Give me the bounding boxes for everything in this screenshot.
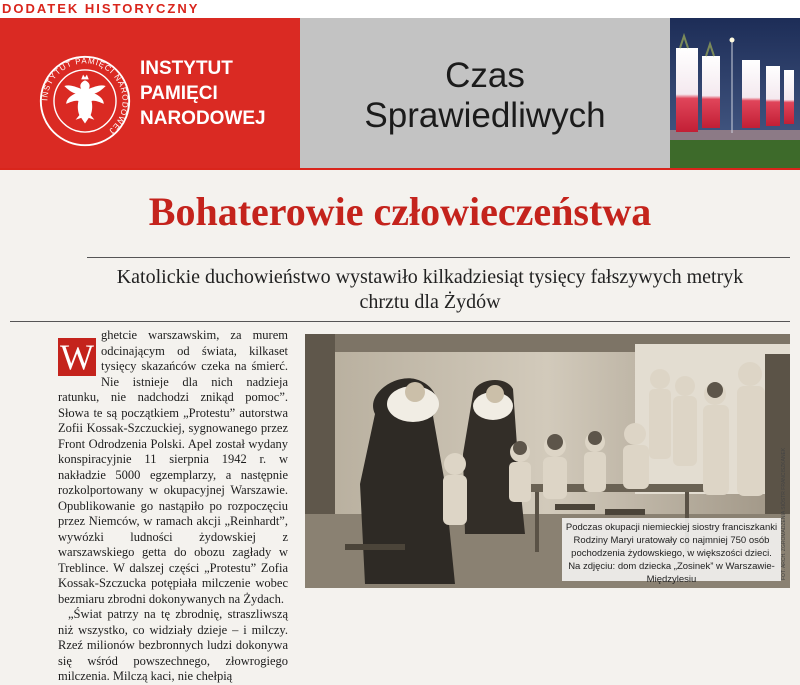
memorial-photo bbox=[670, 18, 800, 168]
lead-rule-top bbox=[87, 257, 790, 258]
drop-cap: W bbox=[58, 338, 96, 376]
series-title-line: Czas bbox=[445, 56, 525, 95]
memorial-night-image bbox=[670, 18, 800, 168]
ipn-panel bbox=[0, 18, 300, 168]
series-title-line: Sprawiedliwych bbox=[364, 96, 606, 135]
ipn-name bbox=[140, 56, 266, 131]
seal-text: INSTYTUT PAMIĘCI NARODOWEJ bbox=[40, 56, 130, 137]
article-headline: Bohaterowie człowieczeństwa bbox=[148, 189, 652, 234]
series-panel bbox=[300, 18, 670, 168]
lead-line: chrztu dla Żydów bbox=[359, 291, 501, 313]
article-body bbox=[58, 328, 288, 685]
ipn-name-line: NARODOWEJ bbox=[140, 108, 266, 129]
photo-credit bbox=[781, 566, 787, 580]
article-lead bbox=[60, 265, 800, 315]
masthead bbox=[0, 18, 800, 168]
ipn-eagle-seal-icon bbox=[38, 54, 132, 148]
ipn-name-line: PAMIĘCI bbox=[140, 83, 218, 104]
ipn-name-line: INSTYTUT bbox=[140, 58, 233, 79]
article-paragraph: „Świat patrzy na tę zbrodnię, straszliwszą niż wszystko, co widziały dzieje – i milczy. Rzeź milionów bezbronnych ludzi dokonywa się wśród powszechnego, złowrogiego milczenia. Milczą kaci, nie chełpią bbox=[58, 607, 288, 683]
article-paragraph: ghetcie warszawskim, za murem odcinającym od świata, kilkaset tysięcy skazańców czeka na śmierć. Nie istnieje dla nich nadzieja ratunku, nie nadchodzi znikąd pomoc”. Słowa te są początkiem „Protestu” autorstwa Zofii Kossak-Szczuckiej, sygnowanego przez Front Odrodzenia Polski. Apel został wydany konspiracyjnie 11 sierpnia 1942 r. w nakładzie 5000 egzemplarzy, a następnie rozkolportowany w okupacyjnej Warszawie. Opublikowanie go nastąpiło po rozpoczęciu przez Niemców, w ramach akcji „Reinhardt”, wywózki ludności żydowskiej z warszawskiego getta do obozu zagłady w Treblince. W dalszej części „Protestu” Zofia Kossak-Szczucka potępiała milczenie wobec bezmiaru zbrodni dokonywanych na Żydach. bbox=[58, 328, 288, 606]
header-divider bbox=[0, 168, 800, 170]
supplement-label: DODATEK HISTORYCZNY bbox=[2, 1, 200, 16]
lead-line: Katolickie duchowieństwo wystawiło kilkadziesiąt tysięcy fałszywych metryk bbox=[116, 266, 744, 288]
supplement-bar bbox=[0, 0, 800, 18]
photo-caption: Podczas okupacji niemieckiej siostry franciszkanki Rodziny Maryi uratowały co najmniej 750 osób pochodzenia żydowskiego, w większości dzieci. Na zdjęciu: dom dziecka „Zosinek” w Warszawie-Międzylesiu bbox=[562, 518, 781, 581]
series-title bbox=[300, 56, 670, 136]
lead-rule-bottom bbox=[10, 321, 790, 322]
